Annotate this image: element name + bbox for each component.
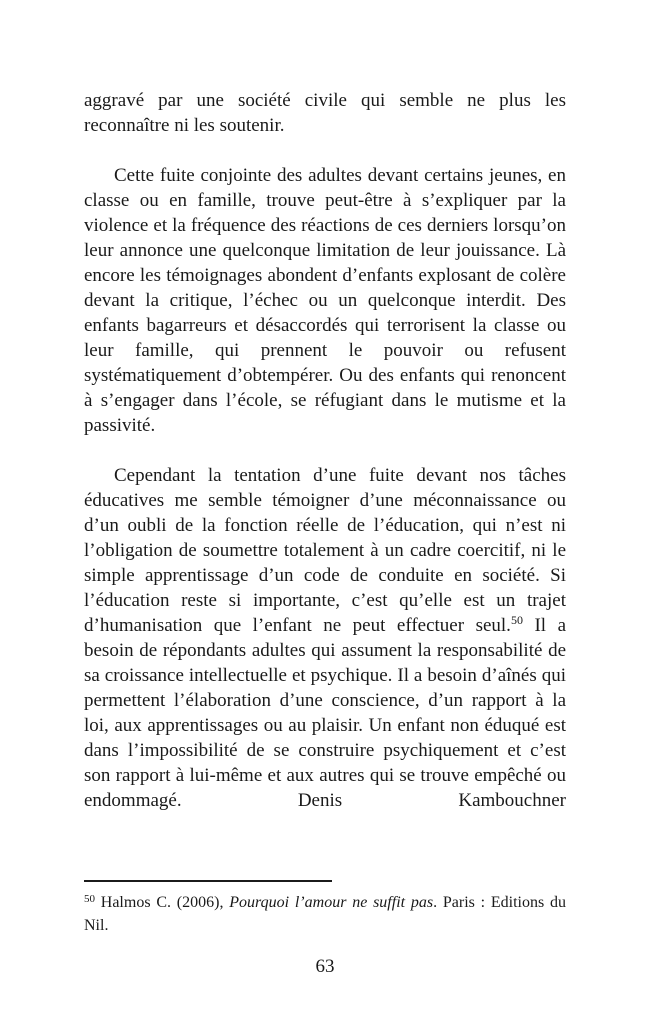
page-number: 63 bbox=[315, 956, 335, 977]
footnote-book-title: Pourquoi l’amour ne suffit pas bbox=[229, 894, 434, 911]
body-paragraph-2: Cette fuite conjointe des adultes devant certains jeunes, en classe ou en famille, trouve peut-être à s’expliquer par la violence et la fréquence des réactions de ces derniers lorsqu’on leur annonce une quelconque limitation de leur jouissance. Là encore les témoignages abondent d’enfants explosant de colère devant la critique, l’échec ou un quelconque interdit. Des enfants bagarreurs et désaccordés qui terrorisent la classe ou leur famille, qui prennent le pouvoir ou refusent systématiquement d’obtempérer. Ou des enfants qui renoncent à s’engager dans l’école, se réfugiant dans le mutisme et la passivité. bbox=[84, 165, 566, 436]
paragraph-text-before-note: Cependant la tentation d’une fuite devant nos tâches éducatives me semble témoigner d’une méconnaissance ou d’un oubli de la fonction réelle de l’éducation, qui n’est ni l’obligation de soumettre totalement à un cadre coercitif, ni le simple apprentissage d’un code de conduite en société. Si l’éducation reste si importante, c’est qu’elle est un trajet d’humanisation que l’enfant ne peut effectuer seul. bbox=[84, 465, 566, 636]
footnote bbox=[84, 891, 566, 937]
footnote-separator-rule bbox=[84, 880, 332, 882]
paragraph-text-after-note: Il a besoin de répondants adultes qui assument la responsabilité de sa croissance intellectuelle et psychique. Il a besoin d’aînés qui permettent l’élaboration d’une conscience, d’un rapport à la loi, aux apprentissages ou au plaisir. Un enfant non éduqué est dans l’impossibilité de se construire psychiquement et c’est son rapport à lui-même et aux autres qui se trouve empêché ou endommagé. Denis Kambouchner bbox=[84, 615, 566, 811]
body-paragraph-1: aggravé par une société civile qui semble ne plus les reconnaître ni les soutenir. bbox=[84, 90, 566, 136]
footnote-marker: 50 bbox=[84, 893, 95, 905]
footnote-text-end: . Paris : Editions du Nil. bbox=[84, 894, 567, 934]
body-paragraph-3 bbox=[84, 463, 566, 813]
footnote-text: Halmos C. (2006), bbox=[95, 894, 230, 911]
footnote-area bbox=[84, 872, 566, 937]
footnote-reference: 50 bbox=[510, 613, 523, 627]
page-body bbox=[84, 88, 566, 813]
